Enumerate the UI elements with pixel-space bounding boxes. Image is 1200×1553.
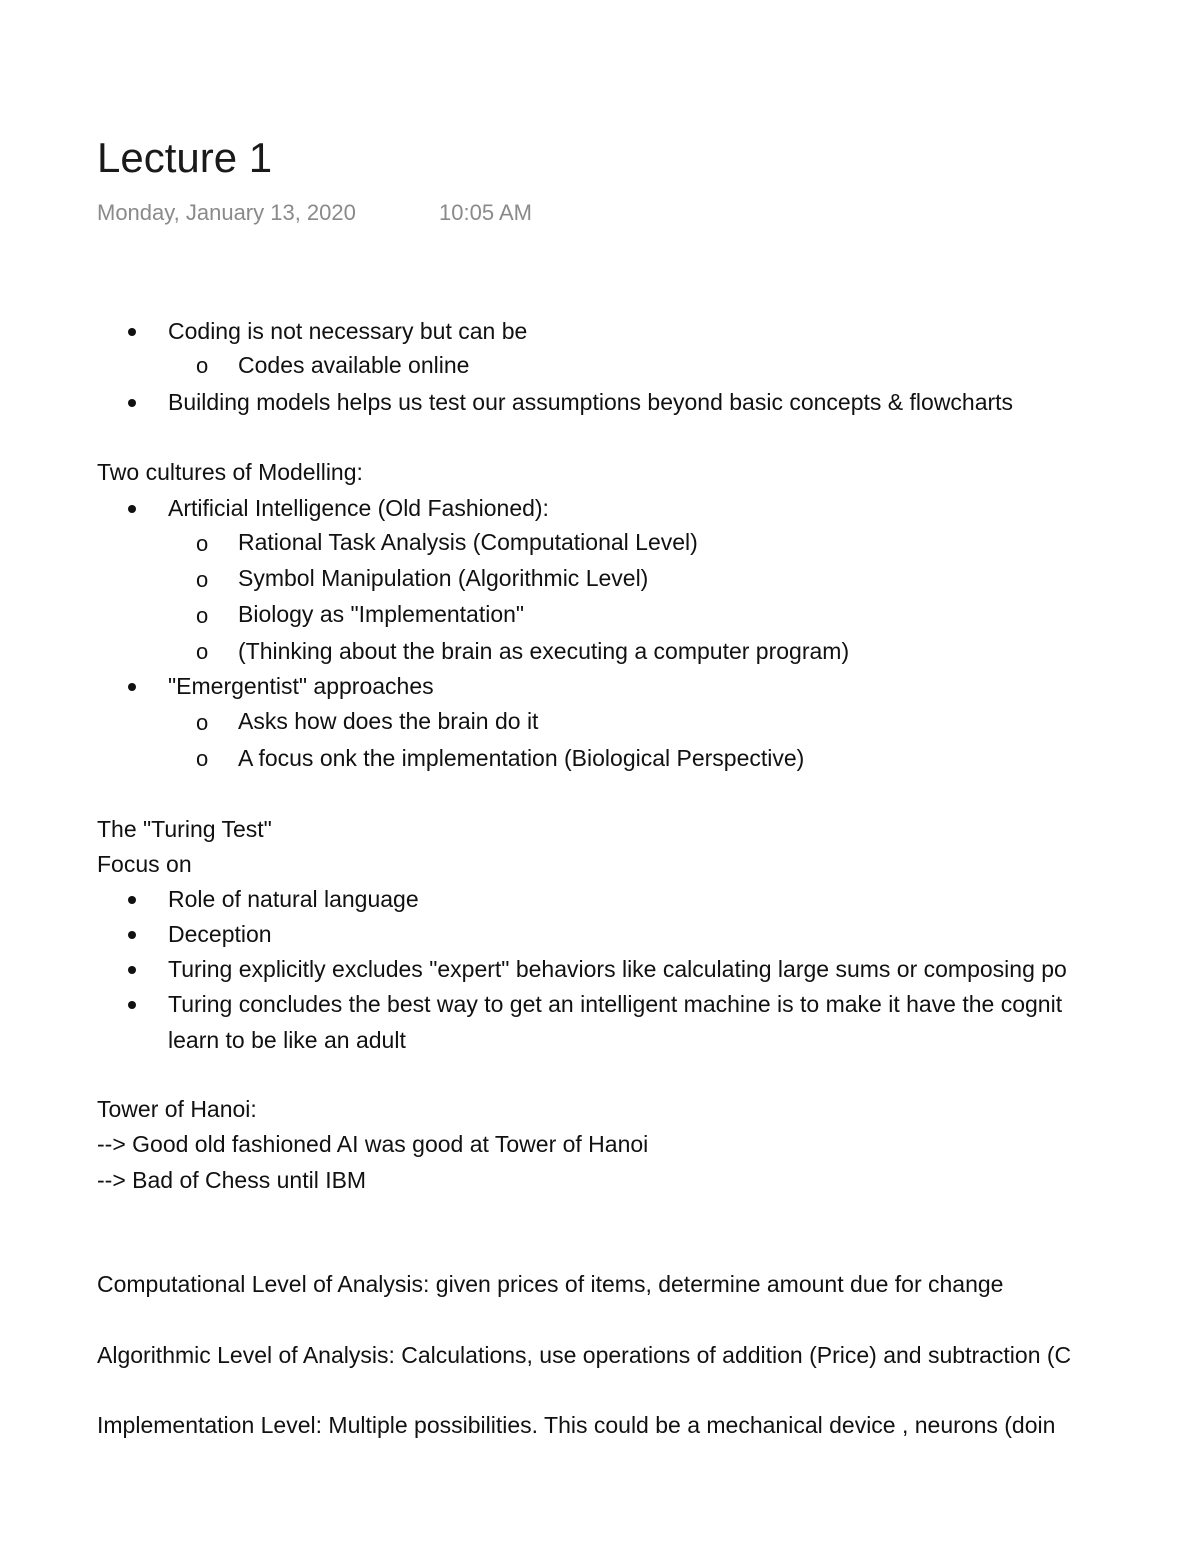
section-heading: Two cultures of Modelling: (97, 459, 363, 485)
list-item: Role of natural language (168, 886, 419, 912)
paragraph: Implementation Level: Multiple possibilities. This could be a mechanical device , neurons (doin (97, 1412, 1056, 1438)
bullet-icon (128, 966, 136, 974)
page-timestamp (97, 198, 532, 228)
list-item: Rational Task Analysis (Computational Level) (238, 529, 698, 555)
sub-bullet-icon: o (196, 603, 209, 628)
paragraph: --> Bad of Chess until IBM (97, 1167, 367, 1193)
section-heading: Tower of Hanoi: (97, 1096, 257, 1122)
bullet-icon (128, 399, 136, 407)
list-item: Deception (168, 921, 272, 947)
sub-bullet-icon: o (196, 746, 209, 771)
list-item: Turing explicitly excludes "expert" behaviors like calculating large sums or composing po (168, 956, 1067, 982)
paragraph: --> Good old fashioned AI was good at Tower of Hanoi (97, 1131, 649, 1157)
page-date: Monday, January 13, 2020 (97, 200, 356, 225)
list-item: Asks how does the brain do it (238, 708, 539, 734)
bullet-icon (128, 1001, 136, 1009)
paragraph: Focus on (97, 851, 192, 877)
page-time: 10:05 AM (439, 200, 532, 225)
list-item: Symbol Manipulation (Algorithmic Level) (238, 565, 649, 591)
paragraph: Algorithmic Level of Analysis: Calculations, use operations of addition (Price) and subtraction (C (97, 1342, 1072, 1368)
sub-bullet-icon: o (196, 353, 209, 378)
list-item: "Emergentist" approaches (168, 673, 434, 699)
sub-bullet-icon: o (196, 710, 209, 735)
bullet-icon (128, 328, 136, 336)
list-item: Codes available online (238, 352, 470, 378)
list-item-continuation: learn to be like an adult (168, 1027, 406, 1053)
list-item: Artificial Intelligence (Old Fashioned): (168, 495, 549, 521)
bullet-icon (128, 896, 136, 904)
sub-bullet-icon: o (196, 567, 209, 592)
sub-bullet-icon: o (196, 531, 209, 556)
section-heading: The "Turing Test" (97, 816, 272, 842)
list-item: Building models helps us test our assumptions beyond basic concepts & flowcharts (168, 389, 1014, 415)
bullet-icon (128, 931, 136, 939)
page-title: Lecture 1 (97, 134, 273, 181)
list-item: Turing concludes the best way to get an intelligent machine is to make it have the cognit (168, 991, 1063, 1017)
paragraph: Computational Level of Analysis: given prices of items, determine amount due for change (97, 1271, 1004, 1297)
bullet-icon (128, 505, 136, 513)
sub-bullet-icon: o (196, 639, 209, 664)
bullet-icon (128, 683, 136, 691)
list-item: Coding is not necessary but can be (168, 318, 528, 344)
list-item: Biology as "Implementation" (238, 601, 525, 627)
list-item: A focus onk the implementation (Biological Perspective) (238, 745, 805, 771)
list-item: (Thinking about the brain as executing a computer program) (238, 638, 850, 664)
